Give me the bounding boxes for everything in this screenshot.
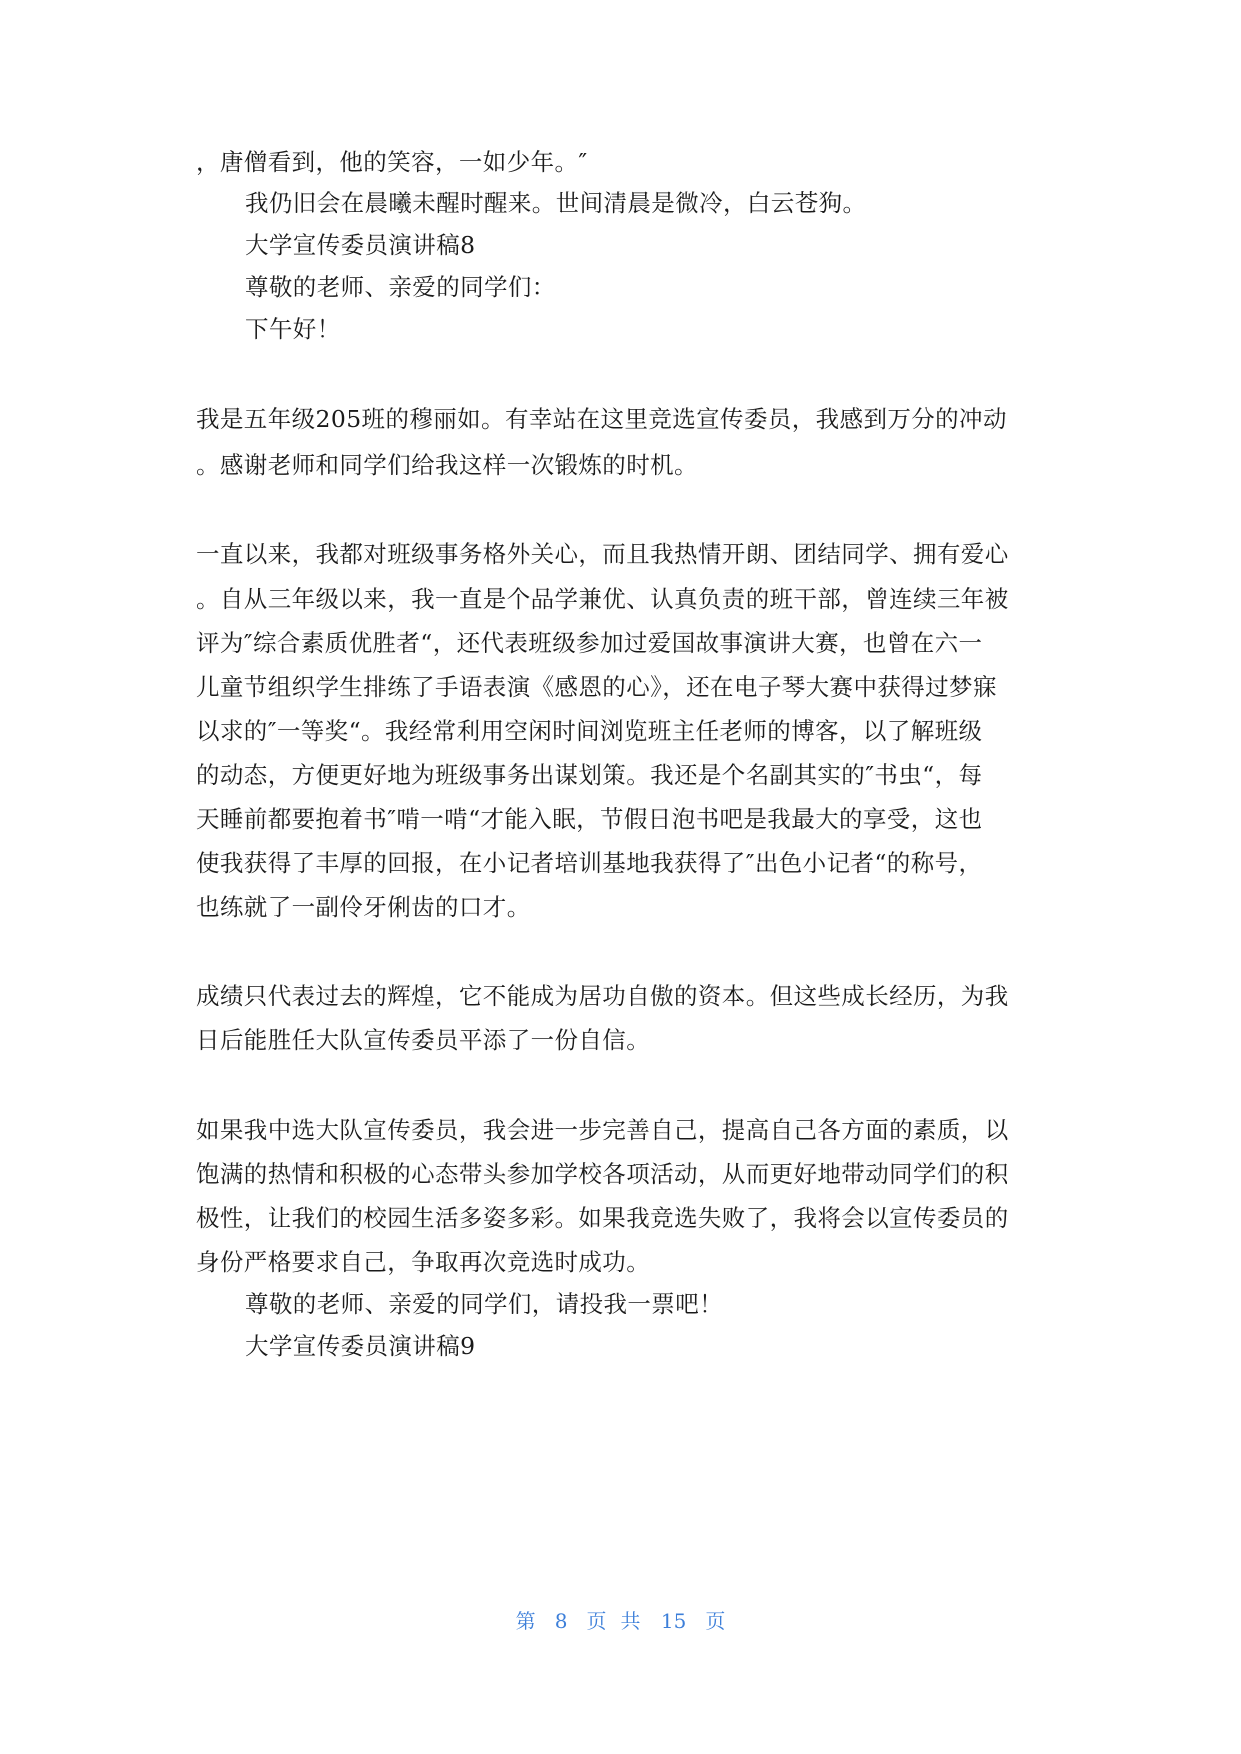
salutation: 尊敬的老师、亲爱的同学们： [245,273,556,301]
text-line: 饱满的热情和积极的心态带头参加学校各项活动，从而更好地带动同学们的积 [196,1160,1009,1188]
footer-middle: 页共 [586,1609,655,1633]
text-line: 。感谢老师和同学们给我这样一次锻炼的时机。 [196,451,698,479]
text-line: 评为″综合素质优胜者“，还代表班级参加过爱国故事演讲大赛，也曾在六一 [196,629,983,657]
text-line: 也练就了一副伶牙俐齿的口才。 [196,893,531,921]
text-line: 我是五年级205班的穆丽如。有幸站在这里竞选宣传委员，我感到万分的冲动 [196,405,1007,433]
text-line: 身份严格要求自己，争取再次竞选时成功。 [196,1248,651,1276]
section-heading: 大学宣传委员演讲稿9 [245,1332,476,1360]
text-line: 极性，让我们的校园生活多姿多彩。如果我竞选失败了，我将会以宣传委员的 [196,1204,1009,1232]
footer-suffix: 页 [705,1609,726,1633]
text-line: 。自从三年级以来，我一直是个品学兼优、认真负责的班干部，曾连续三年被 [196,585,1009,613]
closing-line: 尊敬的老师、亲爱的同学们，请投我一票吧！ [245,1290,723,1318]
text-line: 以求的″一等奖“。我经常利用空闲时间浏览班主任老师的博客，以了解班级 [196,717,983,745]
footer-total-pages: 15 [660,1609,687,1633]
text-line: 如果我中选大队宣传委员，我会进一步完善自己，提高自己各方面的素质，以 [196,1116,1009,1144]
page-footer [0,1607,1241,1635]
footer-prefix: 第 [515,1609,536,1633]
text-line: 天睡前都要抱着书″啃一啃“才能入眠，节假日泡书吧是我最大的享受，这也 [196,805,983,833]
footer-current-page: 8 [554,1609,568,1633]
text-line: 我仍旧会在晨曦未醒时醒来。世间清晨是微冷，白云苍狗。 [245,189,867,217]
text-line: 成绩只代表过去的辉煌，它不能成为居功自傲的资本。但这些成长经历，为我 [196,982,1009,1010]
text-line: 儿童节组织学生排练了手语表演《感恩的心》，还在电子琴大赛中获得过梦寐 [196,673,997,701]
greeting: 下午好！ [245,315,341,343]
text-line: 一直以来，我都对班级事务格外关心，而且我热情开朗、团结同学、拥有爱心 [196,540,1009,568]
text-line: 使我获得了丰厚的回报，在小记者培训基地我获得了″出色小记者“的称号， [196,849,983,877]
text-line: ，唐僧看到，他的笑容，一如少年。″ [196,148,588,176]
text-line: 的动态，方便更好地为班级事务出谋划策。我还是个名副其实的″书虫“，每 [196,761,983,789]
section-heading: 大学宣传委员演讲稿8 [245,231,476,259]
text-line: 日后能胜任大队宣传委员平添了一份自信。 [196,1026,651,1054]
